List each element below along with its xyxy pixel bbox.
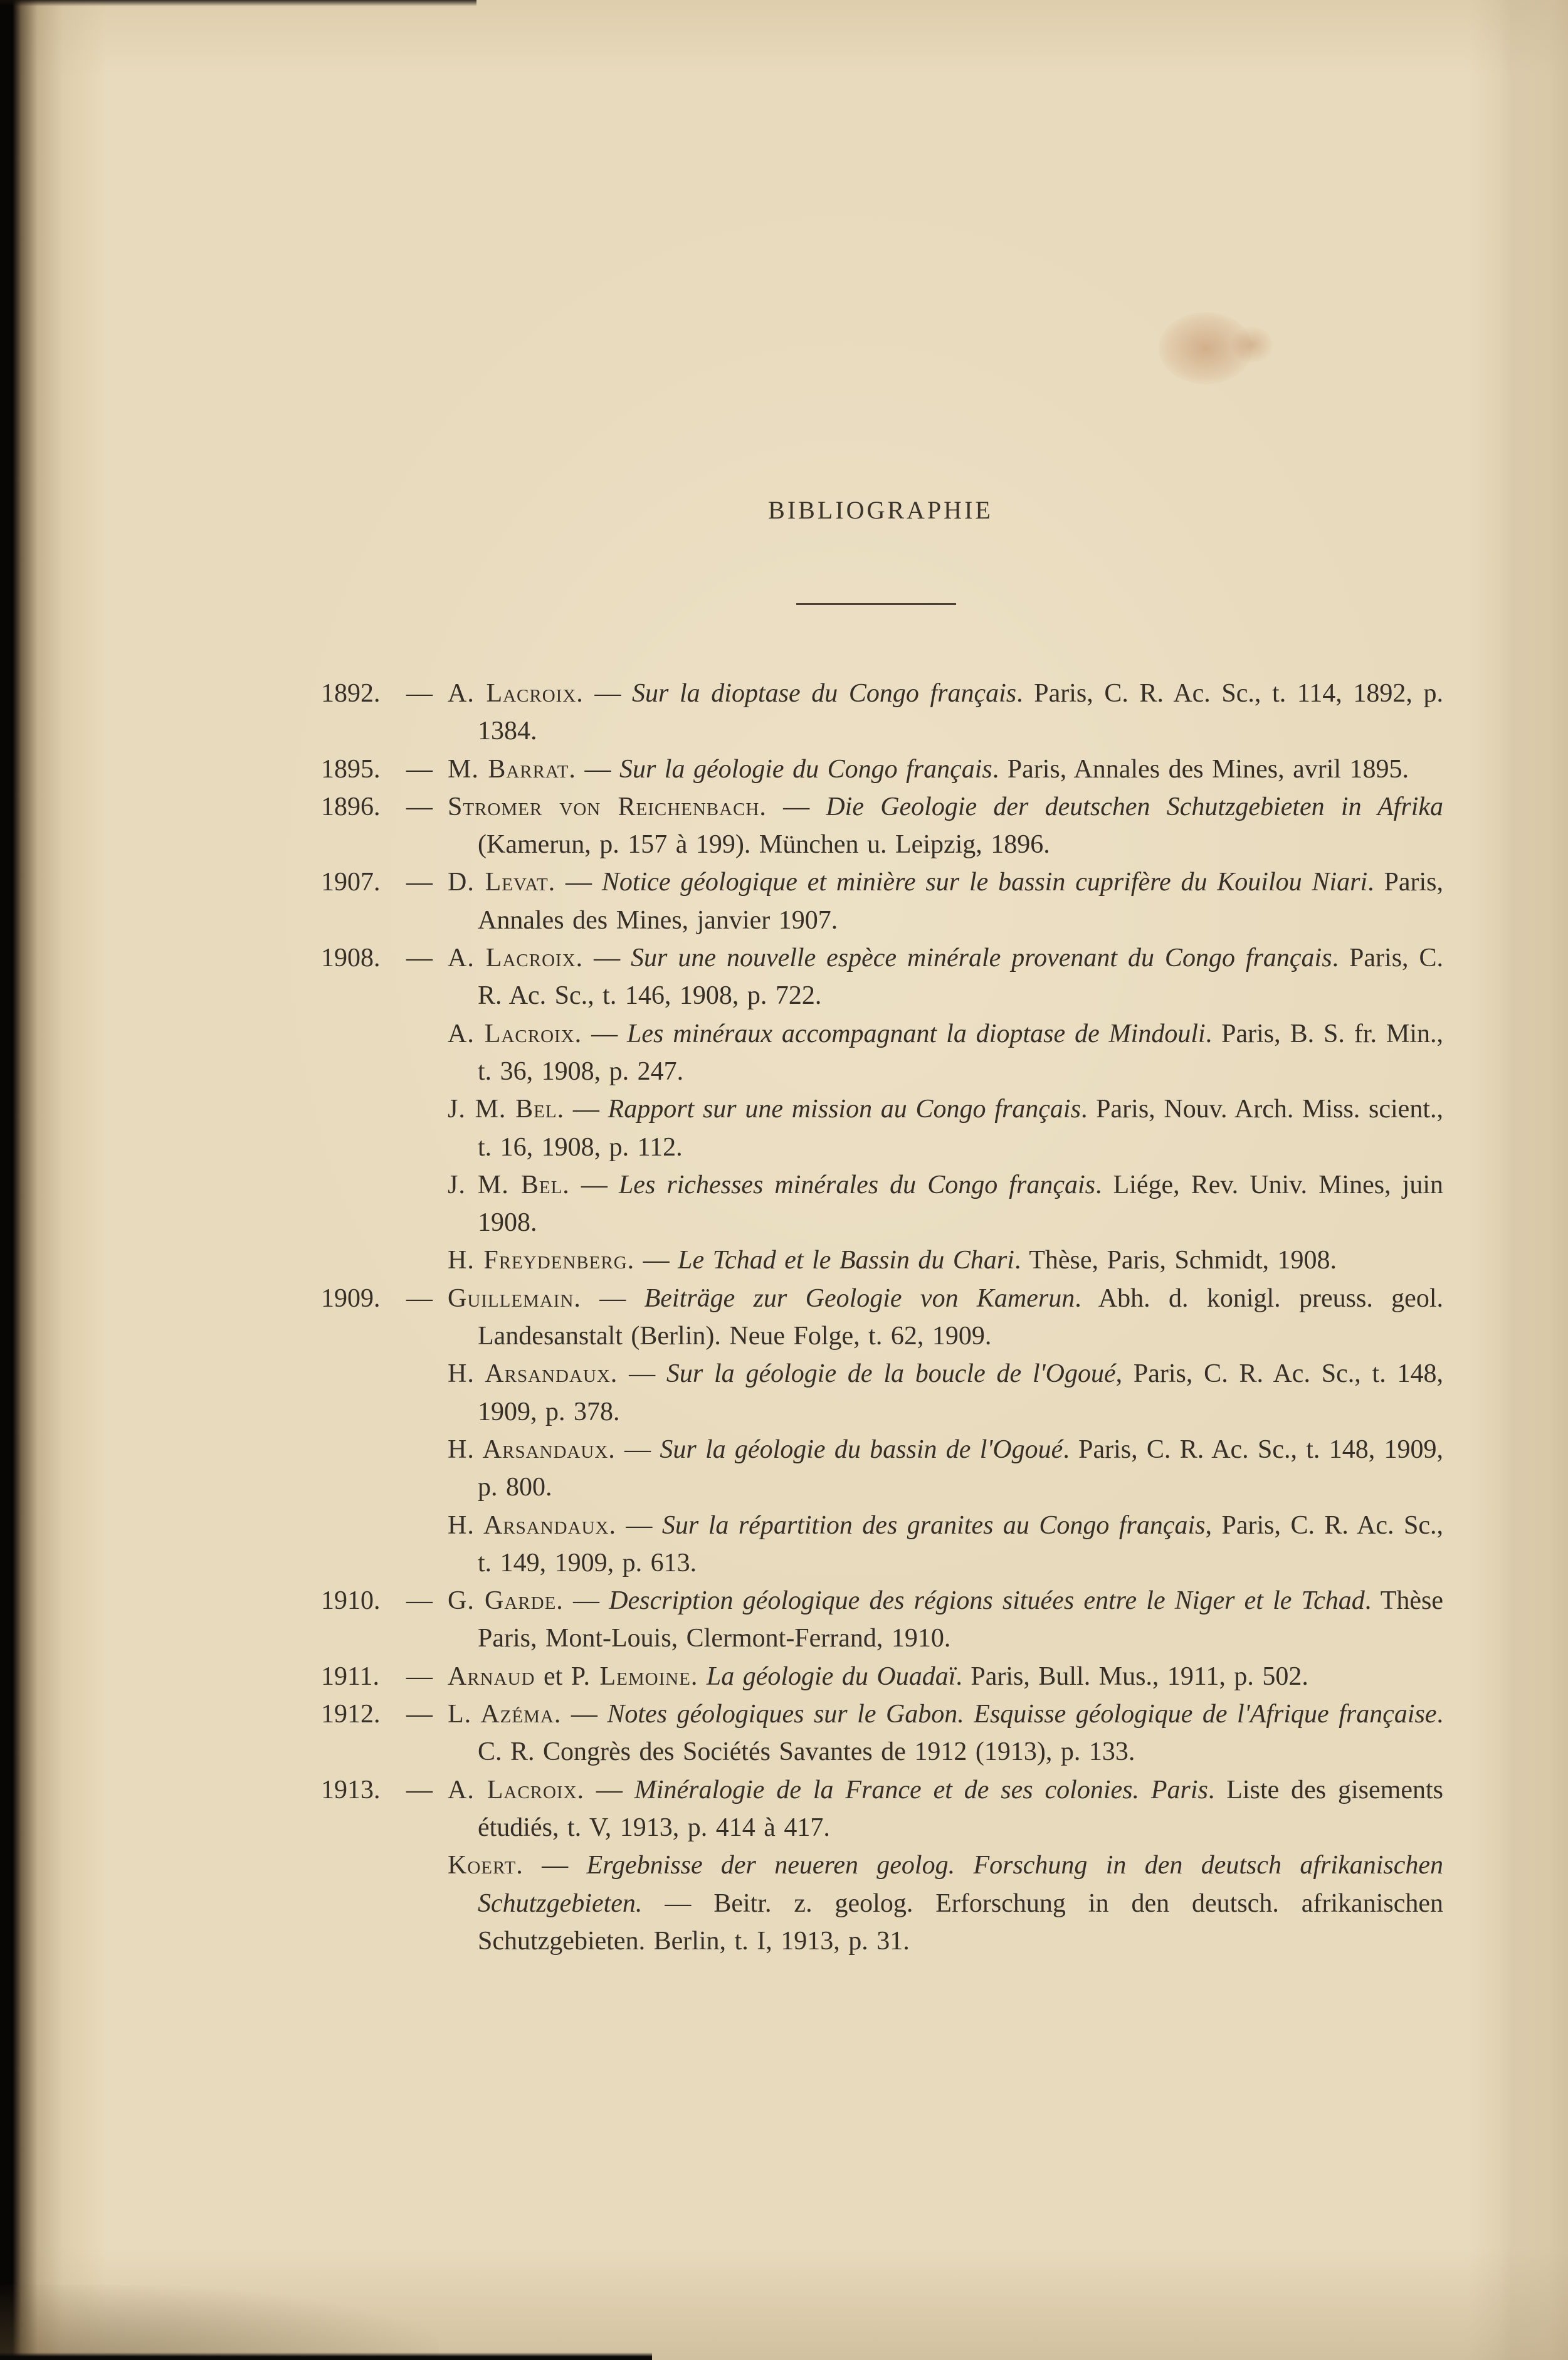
entry-year-column	[321, 1431, 448, 1468]
entry-author: A. Lacroix.	[448, 1775, 585, 1804]
bibliography-entry	[321, 1431, 1443, 1507]
entry-author: J. M. Bel.	[448, 1095, 565, 1124]
entry-year-column	[321, 1090, 448, 1128]
bibliography-entry	[321, 675, 1443, 751]
entry-work-title: Description géologique des régions situées entre le Niger et le Tchad	[609, 1586, 1365, 1616]
entry-work-title: Sur la géologie du bassin de l'Ogoué	[660, 1435, 1063, 1464]
entry-work-title: Sur la dioptase du Congo français	[632, 679, 1017, 708]
bibliography-entry	[321, 939, 1443, 1015]
entry-text: —	[523, 1851, 587, 1880]
entry-year-dash: —	[406, 868, 433, 897]
entry-text: . Paris, C. R. Ac. Sc., t. 114, 1892, p. 1384.	[478, 679, 1443, 746]
bibliography-entry	[321, 1507, 1443, 1583]
entry-year-column	[321, 1846, 448, 1884]
entry-author: D. Levat.	[448, 868, 556, 897]
entry-author: J. M. Bel.	[448, 1170, 570, 1199]
entry-work-title: Ergebnisse der neueren geolog. Forschung in den deutsch afrikanischen Schutzgebieten.	[478, 1851, 1444, 1918]
bibliography-list	[321, 675, 1443, 1960]
bibliography-entry	[321, 863, 1443, 939]
entry-year: 1913.	[321, 1775, 381, 1804]
entry-year-dash: —	[406, 679, 433, 708]
entry-text: —	[584, 1775, 634, 1804]
entry-text: —	[634, 1246, 678, 1275]
entry-work-title: La géologie du Ouadaï	[706, 1662, 956, 1691]
entry-text: , Paris, C. R. Ac. Sc., t. 149, 1909, p. 613.	[478, 1510, 1444, 1578]
entry-text: . Thèse Paris, Mont-Louis, Clermont-Ferrand, 1910.	[478, 1586, 1444, 1653]
title-divider	[796, 603, 956, 605]
entry-author: Arnaud	[448, 1662, 535, 1691]
entry-text: . Paris, Nouv. Arch. Miss. scient., t. 16, 1908, p. 112.	[478, 1095, 1443, 1162]
entry-work-title: Die Geologie der deutschen Schutzgebieten in Afrika	[826, 792, 1444, 821]
entry-text	[698, 1662, 707, 1691]
entry-text: — Beitr. z. geolog. Erforschung in den deutsch. afrikanischen Schutzgebieten. Berlin, t. I, 1913, p. 31.	[478, 1889, 1443, 1956]
entry-year-column	[321, 675, 448, 712]
entry-year-column	[321, 1695, 448, 1733]
entry-year: 1896.	[321, 792, 381, 821]
entry-author: P. Lemoine.	[571, 1662, 698, 1691]
entry-work-title: Beiträge zur Geologie von Kamerun	[644, 1283, 1075, 1313]
entry-author: A. Lacroix.	[448, 679, 584, 708]
entry-year-column	[321, 1015, 448, 1053]
bibliography-entry	[321, 1241, 1443, 1279]
entry-text: et	[535, 1662, 571, 1691]
entry-text: . Paris, Annales des Mines, avril 1895.	[992, 754, 1409, 784]
entry-work-title: Rapport sur une mission au Congo français	[608, 1095, 1081, 1124]
entry-year-column	[321, 1507, 448, 1544]
bibliography-entry	[321, 788, 1443, 864]
entry-text: —	[581, 1283, 645, 1313]
entry-year-column	[321, 1771, 448, 1809]
entry-year-dash: —	[406, 1283, 433, 1313]
entry-work-title: Le Tchad et le Bassin du Chari	[678, 1246, 1014, 1275]
entry-author: M. Barrat.	[448, 754, 576, 784]
entry-author: L. Azéma.	[448, 1700, 562, 1729]
entry-year: 1912.	[321, 1700, 381, 1729]
entry-text: . C. R. Congrès des Sociétés Savantes de 1912 (1913), p. 133.	[478, 1700, 1443, 1767]
entry-year-dash: —	[406, 1586, 433, 1616]
entry-text: . Paris, C. R. Ac. Sc., t. 146, 1908, p. 722.	[478, 944, 1444, 1011]
entry-author: Stromer von Reichenbach.	[448, 792, 767, 821]
entry-text: —	[563, 1586, 609, 1616]
bibliography-entry	[321, 1771, 1443, 1847]
entry-text: , Paris, C. R. Ac. Sc., t. 148, 1909, p. 378.	[478, 1359, 1443, 1426]
entry-author: H. Arsandaux.	[448, 1359, 618, 1389]
entry-text: —	[569, 1170, 619, 1199]
entry-work-title: Les richesses minérales du Congo français	[618, 1170, 1095, 1199]
entry-year-column	[321, 1658, 448, 1695]
entry-year: 1892.	[321, 679, 381, 708]
entry-work-title: Sur la géologie de la boucle de l'Ogoué	[666, 1359, 1116, 1389]
entry-work-title: Minéralogie de la France et de ses colonies. Paris	[634, 1775, 1208, 1804]
page-title: BIBLIOGRAPHIE	[768, 496, 993, 524]
entry-year-column	[321, 1166, 448, 1204]
entry-year-column	[321, 1355, 448, 1393]
entry-author: H. Arsandaux.	[448, 1510, 616, 1540]
entry-year: 1908.	[321, 944, 381, 973]
bibliography-entry	[321, 1015, 1443, 1091]
entry-year-column	[321, 863, 448, 901]
entry-year-dash: —	[406, 1700, 433, 1729]
paper-stain	[1159, 312, 1253, 384]
entry-author: A. Lacroix.	[448, 1019, 582, 1048]
entry-year-column	[321, 939, 448, 977]
entry-work-title: Notice géologique et minière sur le bassin cuprifère du Kouilou Niari	[601, 868, 1368, 897]
entry-text: . Paris, C. R. Ac. Sc., t. 148, 1909, p. 800.	[478, 1435, 1443, 1502]
entry-text: —	[618, 1359, 666, 1389]
entry-year-column	[321, 1582, 448, 1620]
entry-text: . Liége, Rev. Univ. Mines, juin 1908.	[478, 1170, 1443, 1238]
paper-stain-small	[1230, 326, 1274, 364]
bibliography-entry	[321, 1355, 1443, 1431]
entry-author: A. Lacroix.	[448, 944, 584, 973]
entry-year-column	[321, 751, 448, 788]
entry-year: 1910.	[321, 1586, 381, 1616]
bibliography-entry	[321, 1658, 1443, 1695]
entry-author: H. Arsandaux.	[448, 1435, 616, 1464]
bibliography-entry	[321, 1846, 1443, 1960]
entry-work-title: Sur une nouvelle espèce minérale provenant du Congo français	[631, 944, 1332, 973]
entry-year-dash: —	[406, 944, 433, 973]
entry-text: —	[583, 944, 631, 973]
bibliography-entry	[321, 1166, 1443, 1242]
entry-year: 1907.	[321, 868, 381, 897]
entry-text: —	[564, 1095, 608, 1124]
entry-text: —	[582, 1019, 628, 1048]
entry-year-dash: —	[406, 1775, 433, 1804]
entry-text: —	[583, 679, 633, 708]
entry-year-column	[321, 1280, 448, 1317]
bibliography-entry	[321, 1090, 1443, 1166]
entry-year: 1911.	[321, 1662, 379, 1691]
entry-year: 1895.	[321, 754, 381, 784]
entry-text: —	[576, 754, 619, 784]
entry-author: Koert.	[448, 1851, 524, 1880]
entry-text: . Paris, Annales des Mines, janvier 1907.	[478, 868, 1443, 935]
entry-text: . Abh. d. konigl. preuss. geol. Landesanstalt (Berlin). Neue Folge, t. 62, 1909.	[478, 1283, 1443, 1351]
entry-text: —	[616, 1510, 662, 1540]
entry-work-title: Notes géologiques sur le Gabon. Esquisse géologique de l'Afrique française	[607, 1700, 1437, 1729]
entry-text: —	[615, 1435, 660, 1464]
entry-text: —	[555, 868, 602, 897]
entry-author: G. Garde.	[448, 1586, 564, 1616]
entry-text: . Thèse, Paris, Schmidt, 1908.	[1014, 1246, 1337, 1275]
entry-text: (Kamerun, p. 157 à 199). München u. Leipzig, 1896.	[478, 830, 1050, 860]
entry-text: . Paris, Bull. Mus., 1911, p. 502.	[955, 1662, 1308, 1691]
entry-year-dash: —	[406, 1662, 433, 1691]
bibliography-entry	[321, 1695, 1443, 1771]
entry-text: . Liste des gisements étudiés, t. V, 1913, p. 414 à 417.	[478, 1775, 1443, 1842]
entry-year: 1909.	[321, 1283, 381, 1313]
bibliography-entry	[321, 1582, 1443, 1658]
entry-year-column	[321, 1241, 448, 1279]
entry-text: —	[561, 1700, 608, 1729]
entry-author: H. Freydenberg.	[448, 1246, 635, 1275]
entry-work-title: Sur la géologie du Congo français	[619, 754, 992, 784]
entry-year-column	[321, 788, 448, 826]
entry-work-title: Sur la répartition des granites au Congo français	[661, 1510, 1206, 1540]
bibliography-entry	[321, 751, 1443, 788]
entry-text: . Paris, B. S. fr. Min., t. 36, 1908, p. 247.	[478, 1019, 1443, 1086]
entry-year-dash: —	[406, 754, 433, 784]
entry-author: Guillemain.	[448, 1283, 581, 1313]
entry-work-title: Les minéraux accompagnant la dioptase de Mindouli	[627, 1019, 1206, 1048]
bibliography-entry	[321, 1280, 1443, 1356]
entry-text: —	[766, 792, 826, 821]
entry-year-dash: —	[406, 792, 433, 821]
